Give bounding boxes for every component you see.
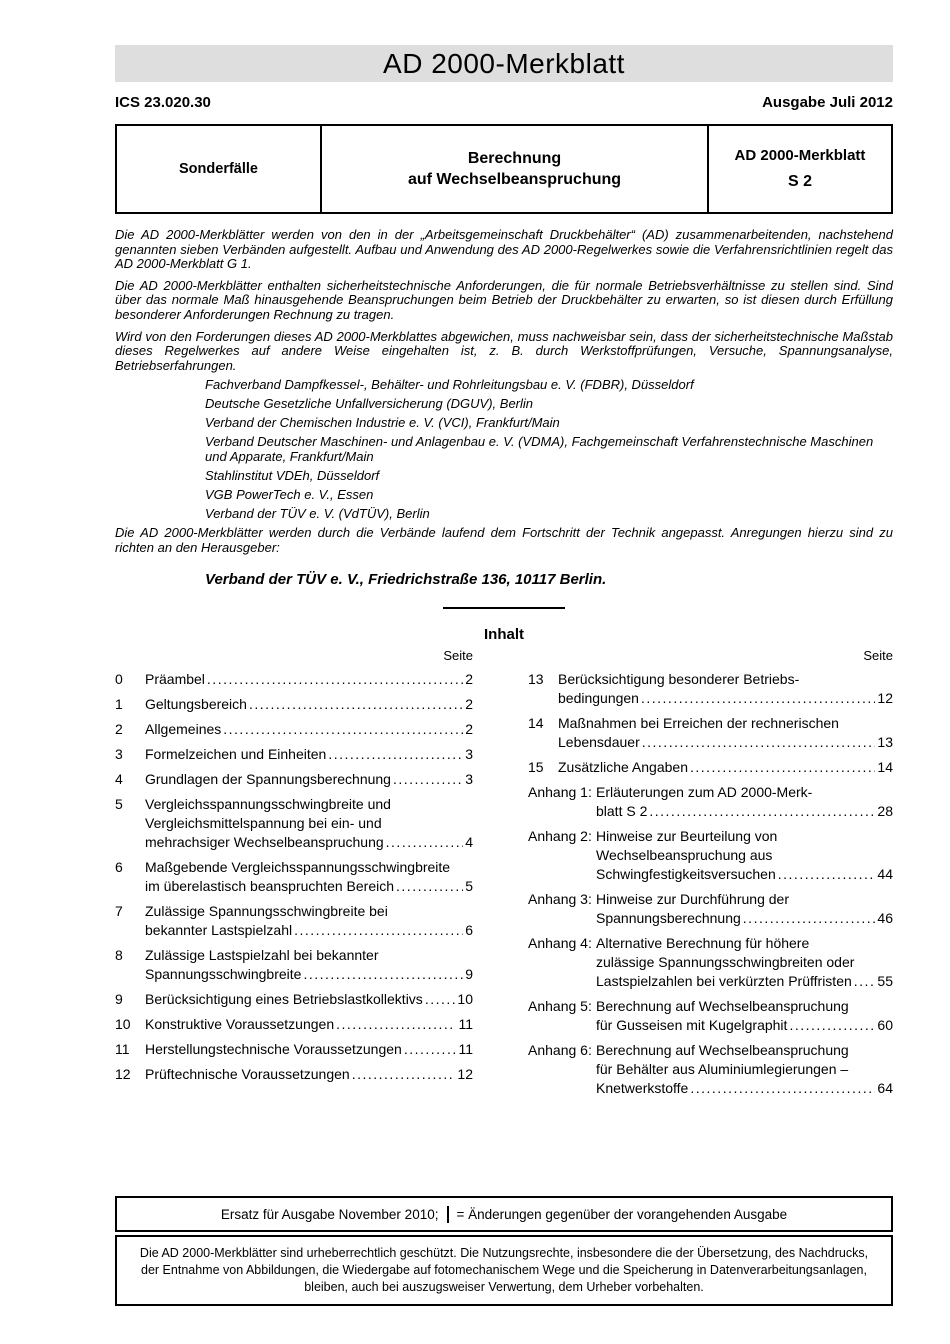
toc-column-left — [115, 670, 473, 1104]
toc-entry-number: 11 — [115, 1040, 130, 1057]
toc-entry-number: Anhang 6: — [528, 1041, 592, 1058]
toc-entry-lastline — [145, 695, 473, 714]
toc-entry-text: Konstruktive Voraussetzungen — [145, 1015, 335, 1032]
toc-entry-text: Hinweise zur Durchführung der — [596, 890, 789, 907]
toc-page-number: 12 — [457, 1065, 473, 1082]
toc-page-number: 10 — [457, 990, 473, 1007]
toc-dot-leader — [352, 1065, 456, 1084]
toc-entry-text: Berücksichtigung besonderer Betriebs- — [558, 670, 800, 687]
toc-page-number: 55 — [877, 972, 893, 989]
toc-entry-lastline — [145, 877, 473, 896]
section-divider — [443, 607, 565, 609]
toc-entry-text: Erläuterungen zum AD 2000-Merk- — [596, 783, 813, 800]
intro-paragraph: Die AD 2000-Merkblätter enthalten sicherheitstechnische Anforderungen, die für normale Betriebsverhältnisse zu stellen sind. Sind über das normale Maß hinausgehende Beanspruchungen beim Betrieb der Druckbehälter zu erwarten, so ist diesen durch Erfüllung besonderer Anforderungen Rechnung zu tragen. — [115, 277, 893, 322]
category-label: Sonderfälle — [179, 161, 258, 177]
toc-page-number: 9 — [465, 965, 473, 982]
toc-entry-body — [145, 902, 473, 940]
toc-dot-leader — [641, 689, 875, 708]
toc-entry-number: Anhang 5: — [528, 997, 592, 1014]
toc-dot-leader — [386, 833, 464, 852]
toc-dot-leader — [789, 1016, 875, 1035]
toc-entry-lastline — [558, 733, 893, 752]
toc-page-label-right: Seite — [863, 647, 893, 663]
toc-entry-text: Lebensdauer — [558, 733, 640, 750]
toc-page-number: 11 — [458, 1015, 473, 1032]
toc-page-number: 44 — [877, 865, 893, 882]
intro-paragraph: Wird von den Forderungen dieses AD 2000-Merkblattes abgewichen, muss nachweisbar sein, dass der sicherheitstechnische Maßstab dieses Regelwerkes auf andere Weise eingehalten ist, z. B. durch Werkstoffprüfungen, Versuche, Spannungsanalyse, Betriebserfahrungen. — [115, 328, 893, 373]
toc-dot-leader — [223, 720, 463, 739]
toc-dot-leader — [743, 909, 876, 928]
toc-page-number: 6 — [465, 921, 473, 938]
toc-entry-lastline — [145, 990, 473, 1009]
toc-entry-lastline — [145, 921, 473, 940]
toc-entry-lastline — [145, 965, 473, 984]
toc-entry-body — [596, 890, 893, 928]
toc-entry-body — [145, 946, 473, 984]
toc-entry-body — [596, 934, 893, 991]
toc-entry-number: 12 — [115, 1065, 131, 1082]
header-cell-subject — [322, 126, 709, 212]
replacement-notice-box — [115, 1196, 893, 1232]
toc-dot-leader — [303, 965, 463, 984]
toc-dot-leader — [404, 1040, 457, 1059]
toc-entry — [115, 745, 473, 764]
replacement-text: Ersatz für Ausgabe November 2010; — [220, 1207, 439, 1222]
toc-entry — [115, 1040, 473, 1059]
toc-entry-lastline — [558, 689, 893, 708]
toc-entry-text: Lastspielzahlen bei verkürzten Prüffristen — [596, 972, 852, 989]
header-cell-category — [117, 126, 322, 212]
toc-entry-body — [145, 1065, 473, 1084]
toc-entry-text: Knetwerkstoffe — [596, 1079, 689, 1096]
toc-entry-lastline — [596, 972, 893, 991]
toc-entry — [528, 827, 893, 884]
toc-entry-body — [145, 990, 473, 1009]
toc-entry — [528, 1041, 893, 1098]
toc-page-number: 2 — [465, 720, 473, 737]
toc-entry-body — [596, 997, 893, 1035]
toc-entry-body — [145, 695, 473, 714]
meta-row — [115, 94, 893, 111]
toc-entry — [115, 990, 473, 1009]
toc-entry-text: Berücksichtigung eines Betriebslastkollektivs — [145, 990, 423, 1007]
toc-entry — [115, 695, 473, 714]
toc-entry-lastline — [596, 865, 893, 884]
association-item: Fachverband Dampfkessel-, Behälter- und Rohrleitungsbau e. V. (FDBR), Düsseldorf — [205, 377, 694, 393]
toc-entry-body — [558, 758, 893, 777]
table-of-contents — [115, 670, 893, 1104]
subject-line1: Berechnung — [467, 150, 562, 167]
toc-entry-lastline — [145, 720, 473, 739]
toc-page-number: 28 — [877, 802, 893, 819]
toc-entry-number: 15 — [528, 758, 544, 775]
toc-entry-text: Maßgebende Vergleichsspannungsschwingbreite — [145, 858, 451, 875]
toc-entry-text: Hinweise zur Beurteilung von — [596, 827, 778, 844]
toc-entry-body — [596, 827, 893, 884]
toc-entry-lastline — [145, 833, 473, 852]
toc-entry-text: Wechselbeanspruchung aus — [596, 846, 773, 863]
toc-entry — [528, 783, 893, 821]
toc-dot-leader — [690, 758, 875, 777]
association-item: Deutsche Gesetzliche Unfallversicherung (DGUV), Berlin — [205, 396, 534, 412]
toc-entry — [528, 714, 893, 752]
toc-entry-body — [558, 714, 893, 752]
header-table — [115, 124, 893, 214]
toc-entry-number: 0 — [115, 670, 123, 687]
toc-entry-text: Alternative Berechnung für höhere — [596, 934, 810, 951]
toc-entry-text: für Gusseisen mit Kugelgraphit — [596, 1016, 788, 1033]
toc-entry-lastline — [145, 670, 473, 689]
toc-page-number: 11 — [458, 1040, 473, 1057]
intro-paragraph: Die AD 2000-Merkblätter werden von den in der „Arbeitsgemeinschaft Druckbehälter“ (AD) zusammenarbeitenden, nachstehend genannten sieben Verbänden aufgestellt. Aufbau und Anwendung des AD 2000-Regelwerkes sowie die Verfahrensrichtlinien regelt das AD 2000-Merkblatt G 1. — [115, 227, 893, 272]
toc-page-number: 2 — [465, 695, 473, 712]
doc-label: AD 2000-Merkblatt — [734, 147, 866, 164]
toc-entry-number: 13 — [528, 670, 544, 687]
toc-entry-number: 3 — [115, 745, 123, 762]
toc-entry-number: 6 — [115, 858, 123, 875]
toc-page-number: 2 — [465, 670, 473, 687]
toc-entry-text: bekannter Lastspielzahl — [145, 921, 293, 938]
toc-entry-text: Maßnahmen bei Erreichen der rechnerischen — [558, 714, 839, 731]
toc-entry-number: 8 — [115, 946, 123, 963]
toc-dot-leader — [649, 802, 875, 821]
toc-dot-leader — [249, 695, 463, 714]
toc-entry-number: 14 — [528, 714, 544, 731]
toc-entry — [115, 1015, 473, 1034]
toc-entry-lastline — [145, 1015, 473, 1034]
toc-entry-number: Anhang 2: — [528, 827, 592, 844]
toc-entry-text: mehrachsiger Wechselbeanspruchung — [145, 833, 384, 850]
toc-entry-text: für Behälter aus Aluminiumlegierungen – — [596, 1060, 849, 1077]
toc-entry — [115, 858, 473, 896]
toc-entry-text: Grundlagen der Spannungsberechnung — [145, 770, 391, 787]
toc-entry-body — [145, 1040, 473, 1059]
toc-entry-text: Vergleichsmittelspannung bei ein- und — [145, 814, 382, 831]
toc-page-number: 13 — [877, 733, 893, 750]
toc-dot-leader — [778, 865, 876, 884]
toc-entry-number: 4 — [115, 770, 123, 787]
toc-entry — [115, 946, 473, 984]
toc-dot-leader — [642, 733, 876, 752]
toc-entry-lastline — [145, 770, 473, 789]
toc-entry-text: Berechnung auf Wechselbeanspruchung — [596, 1041, 849, 1058]
ics-code: ICS 23.020.30 — [115, 94, 211, 111]
toc-heading: Inhalt — [484, 625, 524, 643]
toc-entry-body — [145, 745, 473, 764]
toc-entry-text: Geltungsbereich — [145, 695, 247, 712]
toc-entry — [115, 670, 473, 689]
page-footer — [115, 1196, 893, 1306]
toc-entry-text: blatt S 2 — [596, 802, 648, 819]
toc-entry-text: Spannungsberechnung — [596, 909, 741, 926]
toc-page-number: 60 — [877, 1016, 893, 1033]
toc-entry — [528, 758, 893, 777]
toc-entry-number: 5 — [115, 795, 123, 812]
toc-entry-body — [596, 1041, 893, 1098]
toc-entry-number: 1 — [115, 695, 123, 712]
toc-entry-text: Berechnung auf Wechselbeanspruchung — [596, 997, 849, 1014]
toc-dot-leader — [207, 670, 463, 689]
copyright-box — [115, 1235, 893, 1306]
toc-dot-leader — [425, 990, 456, 1009]
toc-entry-number: 2 — [115, 720, 123, 737]
toc-entry-text: Formelzeichen und Einheiten — [145, 745, 327, 762]
toc-entry-text: Zusätzliche Angaben — [558, 758, 688, 775]
toc-page-label-left: Seite — [443, 647, 473, 663]
toc-entry-text: Zulässige Spannungsschwingbreite bei — [145, 902, 388, 919]
toc-entry-body — [596, 783, 893, 821]
toc-entry-lastline — [596, 1016, 893, 1035]
toc-entry-text: im überelastisch beanspruchten Bereich — [145, 877, 395, 894]
closing-paragraph: Die AD 2000-Merkblätter werden durch die Verbände laufend dem Fortschritt der Technik angepasst. Anregungen hierzu sind zu richten an den Herausgeber: — [115, 525, 893, 555]
association-item: Verband Deutscher Maschinen- und Anlagenbau e. V. (VDMA), Fachgemeinschaft Verfahrenstechnische Maschinen und Apparate, Frankfurt/Main — [205, 434, 874, 464]
toc-entry — [528, 997, 893, 1035]
toc-entry — [115, 902, 473, 940]
toc-entry-number: 9 — [115, 990, 123, 1007]
toc-entry-number: 7 — [115, 902, 123, 919]
toc-entry-text: Prüftechnische Voraussetzungen — [145, 1065, 350, 1082]
association-item: Verband der Chemischen Industrie e. V. (VCI), Frankfurt/Main — [205, 415, 560, 431]
toc-dot-leader — [328, 745, 463, 764]
toc-entry-body — [145, 670, 473, 689]
toc-entry — [115, 1065, 473, 1084]
toc-dot-leader — [393, 770, 463, 789]
association-item: Stahlinstitut VDEh, Düsseldorf — [205, 467, 380, 483]
change-note-text: = Änderungen gegenüber der vorangehenden Ausgabe — [456, 1207, 788, 1222]
toc-page-number: 4 — [465, 833, 473, 850]
toc-page-number: 14 — [877, 758, 893, 775]
toc-entry-number: Anhang 4: — [528, 934, 592, 951]
toc-page-label-row — [115, 648, 893, 663]
toc-entry — [115, 795, 473, 852]
toc-page-number: 12 — [877, 689, 893, 706]
toc-entry-lastline — [145, 1065, 473, 1084]
toc-entry — [115, 770, 473, 789]
edition-date: Ausgabe Juli 2012 — [762, 94, 893, 111]
toc-page-number: 3 — [465, 770, 473, 787]
toc-entry-lastline — [596, 909, 893, 928]
toc-entry-text: bedingungen — [558, 689, 639, 706]
toc-dot-leader — [336, 1015, 456, 1034]
toc-entry-lastline — [596, 1079, 893, 1098]
toc-column-right — [528, 670, 893, 1104]
toc-entry-lastline — [145, 1040, 473, 1059]
toc-page-number: 5 — [465, 877, 473, 894]
toc-dot-leader — [294, 921, 463, 940]
toc-entry-text: Schwingfestigkeitsversuchen — [596, 865, 776, 882]
toc-entry-body — [145, 720, 473, 739]
toc-entry-lastline — [558, 758, 893, 777]
toc-page-number: 46 — [877, 909, 893, 926]
document-title: AD 2000-Merkblatt — [383, 48, 625, 79]
toc-page-number: 64 — [877, 1079, 893, 1096]
toc-entry-body — [558, 670, 893, 708]
toc-entry-body — [145, 770, 473, 789]
association-item: Verband der TÜV e. V. (VdTÜV), Berlin — [205, 505, 430, 521]
association-list — [115, 378, 893, 521]
copyright-text: Die AD 2000-Merkblätter sind urheberrechtlich geschützt. Die Nutzungsrechte, insbesondere die der Übersetzung, des Nachdrucks, der Entnahme von Abbildungen, die Wiedergabe auf fotomechanischem Wege und die Speicherung in Datenverarbeitungsanlagen, bleiben, auch bei auszugsweiser Verwertung, dem Urheber vorbehalten. — [139, 1246, 869, 1294]
toc-entry-body — [145, 858, 473, 896]
toc-page-number: 3 — [465, 745, 473, 762]
subject-line2: auf Wechselbeanspruchung — [407, 171, 622, 188]
doc-number: S 2 — [787, 173, 812, 190]
change-marker-icon — [447, 1206, 449, 1223]
toc-entry — [115, 720, 473, 739]
toc-entry-text: Vergleichsspannungsschwingbreite und — [145, 795, 391, 812]
toc-entry-body — [145, 795, 473, 852]
toc-entry-number: Anhang 1: — [528, 783, 592, 800]
toc-entry — [528, 934, 893, 991]
toc-entry-text: Präambel — [145, 670, 205, 687]
document-page — [115, 0, 893, 1104]
toc-entry — [528, 670, 893, 708]
toc-dot-leader — [690, 1079, 875, 1098]
document-title-bar — [115, 45, 893, 82]
toc-entry-text: Allgemeines — [145, 720, 222, 737]
intro-paragraphs — [115, 228, 893, 373]
toc-entry-lastline — [145, 745, 473, 764]
publisher-address: Verband der TÜV e. V., Friedrichstraße 136, 10117 Berlin. — [205, 570, 607, 588]
toc-entry-body — [145, 1015, 473, 1034]
toc-entry — [528, 890, 893, 928]
toc-entry-text: Spannungsschwingbreite — [145, 965, 302, 982]
toc-entry-number: 10 — [115, 1015, 131, 1032]
toc-dot-leader — [854, 972, 876, 991]
header-cell-doc-id — [709, 126, 891, 212]
toc-entry-number: Anhang 3: — [528, 890, 592, 907]
toc-entry-text: Herstellungstechnische Voraussetzungen — [145, 1040, 402, 1057]
toc-entry-text: zulässige Spannungsschwingbreiten oder — [596, 953, 855, 970]
toc-entry-lastline — [596, 802, 893, 821]
association-item: VGB PowerTech e. V., Essen — [205, 486, 374, 502]
toc-entry-text: Zulässige Lastspielzahl bei bekannter — [145, 946, 379, 963]
toc-dot-leader — [396, 877, 463, 896]
